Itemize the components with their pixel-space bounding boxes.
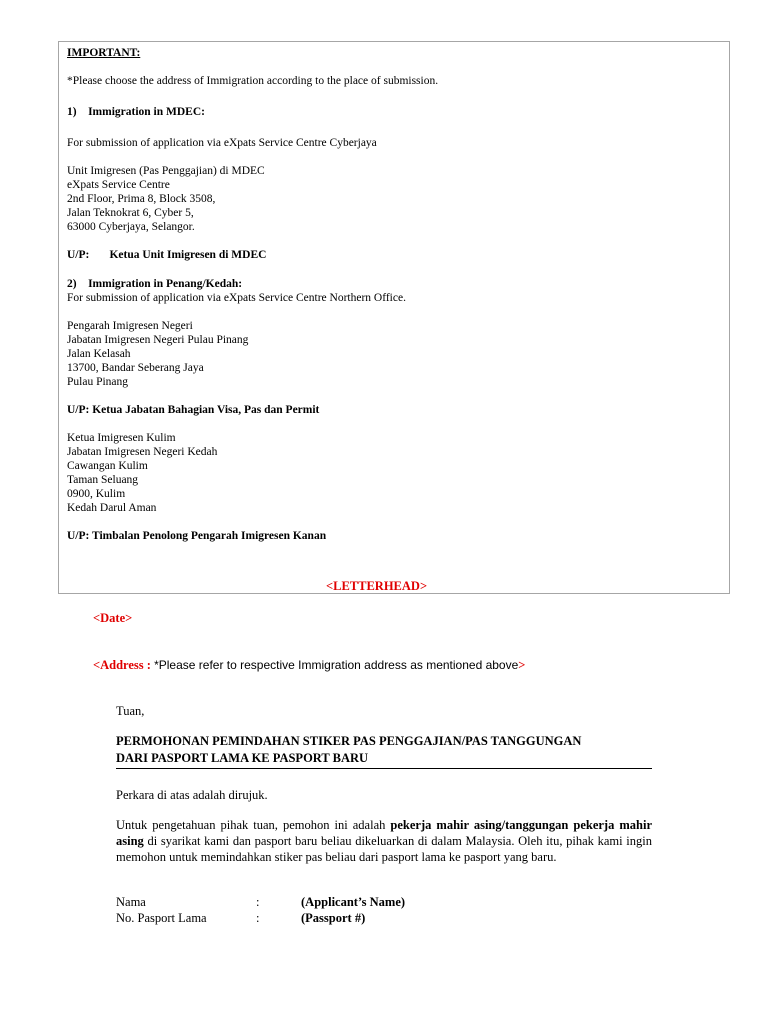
- mdec-attention: U/P: Ketua Unit Imigresen di MDEC: [67, 249, 267, 261]
- kulim-address-line: Jabatan Imigresen Negeri Kedah: [67, 446, 218, 458]
- penang-address-line: Pengarah Imigresen Negeri: [67, 320, 193, 332]
- salutation: Tuan,: [116, 704, 145, 718]
- mdec-address-line: Jalan Teknokrat 6, Cyber 5,: [67, 207, 194, 219]
- kulim-address-line: 0900, Kulim: [67, 488, 126, 500]
- field-value: (Passport #): [301, 911, 366, 925]
- body-text: Untuk pengetahuan pihak tuan, pemohon ini adalah: [116, 818, 391, 832]
- kulim-address-line: Ketua Imigresen Kulim: [67, 432, 176, 444]
- address-placeholder: [93, 657, 525, 673]
- penang-attention: U/P: Ketua Jabatan Bahagian Visa, Pas dan Permit: [67, 404, 320, 416]
- field-colon: :: [256, 895, 260, 909]
- field-value: (Applicant’s Name): [301, 895, 406, 909]
- important-notice-box: [58, 41, 730, 594]
- address-close: >: [518, 658, 526, 672]
- penang-address-line: Pulau Pinang: [67, 376, 129, 388]
- address-label: <Address :: [93, 658, 155, 672]
- subject-line: PERMOHONAN PEMINDAHAN STIKER PAS PENGGAJIAN/PAS TANGGUNGAN: [116, 734, 582, 748]
- field-label: Nama: [116, 895, 146, 909]
- letterhead-placeholder: <LETTERHEAD>: [326, 579, 428, 593]
- kulim-attention: U/P: Timbalan Penolong Pengarah Imigresen Kanan: [67, 530, 327, 542]
- notice-heading: IMPORTANT:: [67, 47, 141, 59]
- mdec-address-line: 2nd Floor, Prima 8, Block 3508,: [67, 193, 216, 205]
- penang-title: 2) Immigration in Penang/Kedah:: [67, 278, 243, 290]
- penang-address-line: Jalan Kelasah: [67, 348, 131, 360]
- kulim-address-line: Taman Seluang: [67, 474, 139, 486]
- kulim-address-line: Kedah Darul Aman: [67, 502, 157, 514]
- kulim-address-line: Cawangan Kulim: [67, 460, 148, 472]
- subject-line: DARI PASPORT LAMA KE PASPORT BARU: [116, 751, 369, 765]
- subject-underline: [116, 768, 652, 769]
- body-paragraph: [116, 817, 652, 865]
- body-text: di syarikat kami dan pasport baru beliau dikeluarkan di dalam Malaysia. Oleh itu, pihak kami ingin memohon untuk memindahkan stiker pas beliau dari pasport lama ke pasport yang baru.: [116, 834, 652, 864]
- penang-address-line: Jabatan Imigresen Negeri Pulau Pinang: [67, 334, 249, 346]
- body-bold-text: pekerja mahir asing/tanggungan pekerja mahir asing: [116, 818, 652, 848]
- field-colon: :: [256, 911, 260, 925]
- mdec-note: For submission of application via eXpats Service Centre Cyberjaya: [67, 137, 377, 149]
- field-label: No. Pasport Lama: [116, 911, 207, 925]
- penang-address-line: 13700, Bandar Seberang Jaya: [67, 362, 204, 374]
- notice-intro: *Please choose the address of Immigration according to the place of submission.: [67, 75, 439, 87]
- mdec-address-line: 63000 Cyberjaya, Selangor.: [67, 221, 195, 233]
- penang-note: For submission of application via eXpats Service Centre Northern Office.: [67, 292, 406, 304]
- address-note: *Please refer to respective Immigration address as mentioned above: [154, 658, 519, 672]
- reference-line: Perkara di atas adalah dirujuk.: [116, 788, 268, 802]
- mdec-title: 1) Immigration in MDEC:: [67, 106, 205, 118]
- mdec-address-line: Unit Imigresen (Pas Penggajian) di MDEC: [67, 165, 265, 177]
- mdec-address-line: eXpats Service Centre: [67, 179, 170, 191]
- date-placeholder: <Date>: [93, 611, 133, 625]
